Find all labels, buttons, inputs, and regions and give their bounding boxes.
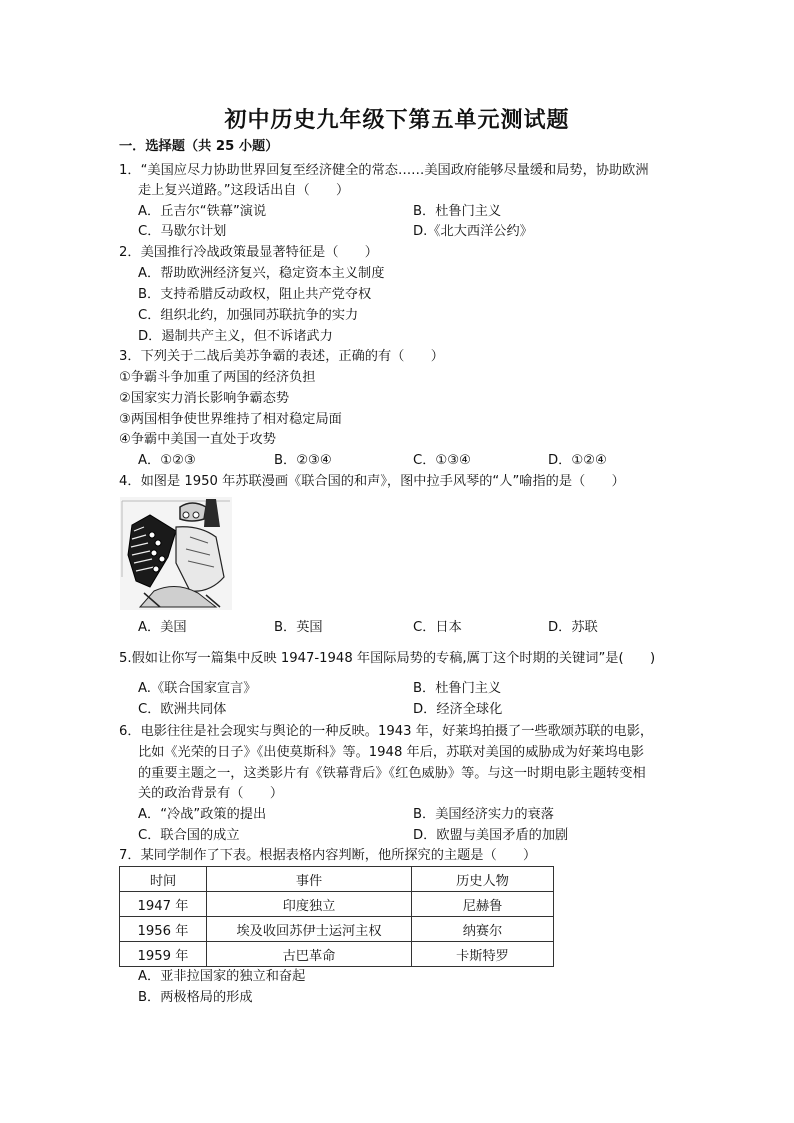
q6-stem-line3: 的重要主题之一，这类影片有《铁幕背后》《红色威胁》等。与这一时期电影主题转变相: [138, 766, 646, 781]
q3-statement-4: ④争霸中美国一直处于攻势: [119, 432, 276, 447]
table-header-cell: 事件: [207, 867, 412, 892]
q2-option-c[interactable]: C．组织北约，加强同苏联抗争的实力: [138, 308, 359, 323]
q1-stem-line2: 走上复兴道路。”这段话出自（ ）: [138, 183, 350, 198]
table-cell: 埃及收回苏伊士运河主权: [207, 917, 412, 942]
q4-option-b[interactable]: B．英国: [274, 620, 323, 635]
table-cell: 纳赛尔: [412, 917, 554, 942]
q3-option-a[interactable]: A．①②③: [138, 453, 196, 468]
q7-option-b[interactable]: B．两极格局的形成: [138, 990, 253, 1005]
accordion-cartoon-image: [120, 497, 232, 610]
table-cell: 古巴革命: [207, 942, 412, 967]
table-cell: 印度独立: [207, 892, 412, 917]
section-heading: 一．选择题（共 25 小题）: [119, 139, 279, 154]
table-row: [120, 917, 554, 942]
q2-option-b[interactable]: B．支持希腊反动政权，阻止共产党夺权: [138, 287, 372, 302]
q6-option-c[interactable]: C．联合国的成立: [138, 828, 240, 843]
q6-option-a[interactable]: A．“冷战”政策的提出: [138, 807, 267, 822]
q1-option-d[interactable]: D.《北大西洋公约》: [413, 224, 533, 239]
q7-table: [119, 866, 554, 967]
q5-option-d[interactable]: D．经济全球化: [413, 702, 503, 717]
q3-option-d[interactable]: D．①②④: [548, 453, 607, 468]
q4-option-c[interactable]: C．日本: [413, 620, 462, 635]
q2-stem: 2．美国推行冷战政策最显著特征是（ ）: [119, 245, 378, 260]
q3-option-b[interactable]: B．②③④: [274, 453, 332, 468]
q6-stem-line4: 关的政治背景有（ ）: [138, 786, 284, 801]
q3-statement-3: ③两国相争使世界维持了相对稳定局面: [119, 412, 342, 427]
q6-stem-line1: 6．电影往往是社会现实与舆论的一种反映。1943 年，好莱坞拍摄了一些歌颂苏联的电影，: [119, 724, 654, 739]
q4-stem: 4．如图是 1950 年苏联漫画《联合国的和声》，图中拉手风琴的“人”喻指的是（ ）: [119, 474, 625, 489]
q1-option-a[interactable]: A．丘吉尔“铁幕”演说: [138, 204, 267, 219]
q5-option-c[interactable]: C．欧洲共同体: [138, 702, 227, 717]
q3-statement-2: ②国家实力消长影响争霸态势: [119, 391, 290, 406]
q2-option-a[interactable]: A．帮助欧洲经济复兴，稳定资本主义制度: [138, 266, 385, 281]
table-cell: 卡斯特罗: [412, 942, 554, 967]
table-header-row: [120, 867, 554, 892]
q1-stem-line1: 1．“美国应尽力协助世界回复至经济健全的常态……美国政府能够尽量缓和局势，协助欧洲: [119, 163, 649, 178]
q3-statement-1: ①争霸斗争加重了两国的经济负担: [119, 370, 316, 385]
q5-option-b[interactable]: B．杜鲁门主义: [413, 681, 502, 696]
q1-option-c[interactable]: C．马歇尔计划: [138, 224, 227, 239]
table-row: [120, 942, 554, 967]
page-title: 初中历史九年级下第五单元测试题: [224, 107, 570, 133]
table-cell: 1956 年: [120, 917, 207, 942]
q4-option-a[interactable]: A．美国: [138, 620, 187, 635]
q2-option-d[interactable]: D．遏制共产主义，但不诉诸武力: [138, 329, 333, 344]
q6-option-d[interactable]: D．欧盟与美国矛盾的加剧: [413, 828, 569, 843]
q6-option-b[interactable]: B．美国经济实力的衰落: [413, 807, 554, 822]
table-cell: 尼赫鲁: [412, 892, 554, 917]
table-header-cell: 时间: [120, 867, 207, 892]
q7-option-a[interactable]: A．亚非拉国家的独立和奋起: [138, 969, 306, 984]
q3-option-c[interactable]: C．①③④: [413, 453, 471, 468]
q5-stem: 5.假如让你写一篇集中反映 1947-1948 年国际局势的专稿,厲丁这个时期的关键词”是( ): [119, 651, 656, 666]
q7-stem: 7．某同学制作了下表。根据表格内容判断，他所探究的主题是（ ）: [119, 848, 537, 863]
q3-stem: 3．下列关于二战后美苏争霸的表述，正确的有（ ）: [119, 349, 444, 364]
q5-option-a[interactable]: A.《联合国家宣言》: [138, 681, 257, 696]
table-row: [120, 892, 554, 917]
table-cell: 1947 年: [120, 892, 207, 917]
q4-option-d[interactable]: D．苏联: [548, 620, 598, 635]
q6-stem-line2: 比如《光荣的日子》《出使莫斯科》等。1948 年后，苏联对美国的威胁成为好莱坞电影: [138, 745, 644, 760]
q1-option-b[interactable]: B．杜鲁门主义: [413, 204, 502, 219]
table-cell: 1959 年: [120, 942, 207, 967]
table-header-cell: 历史人物: [412, 867, 554, 892]
